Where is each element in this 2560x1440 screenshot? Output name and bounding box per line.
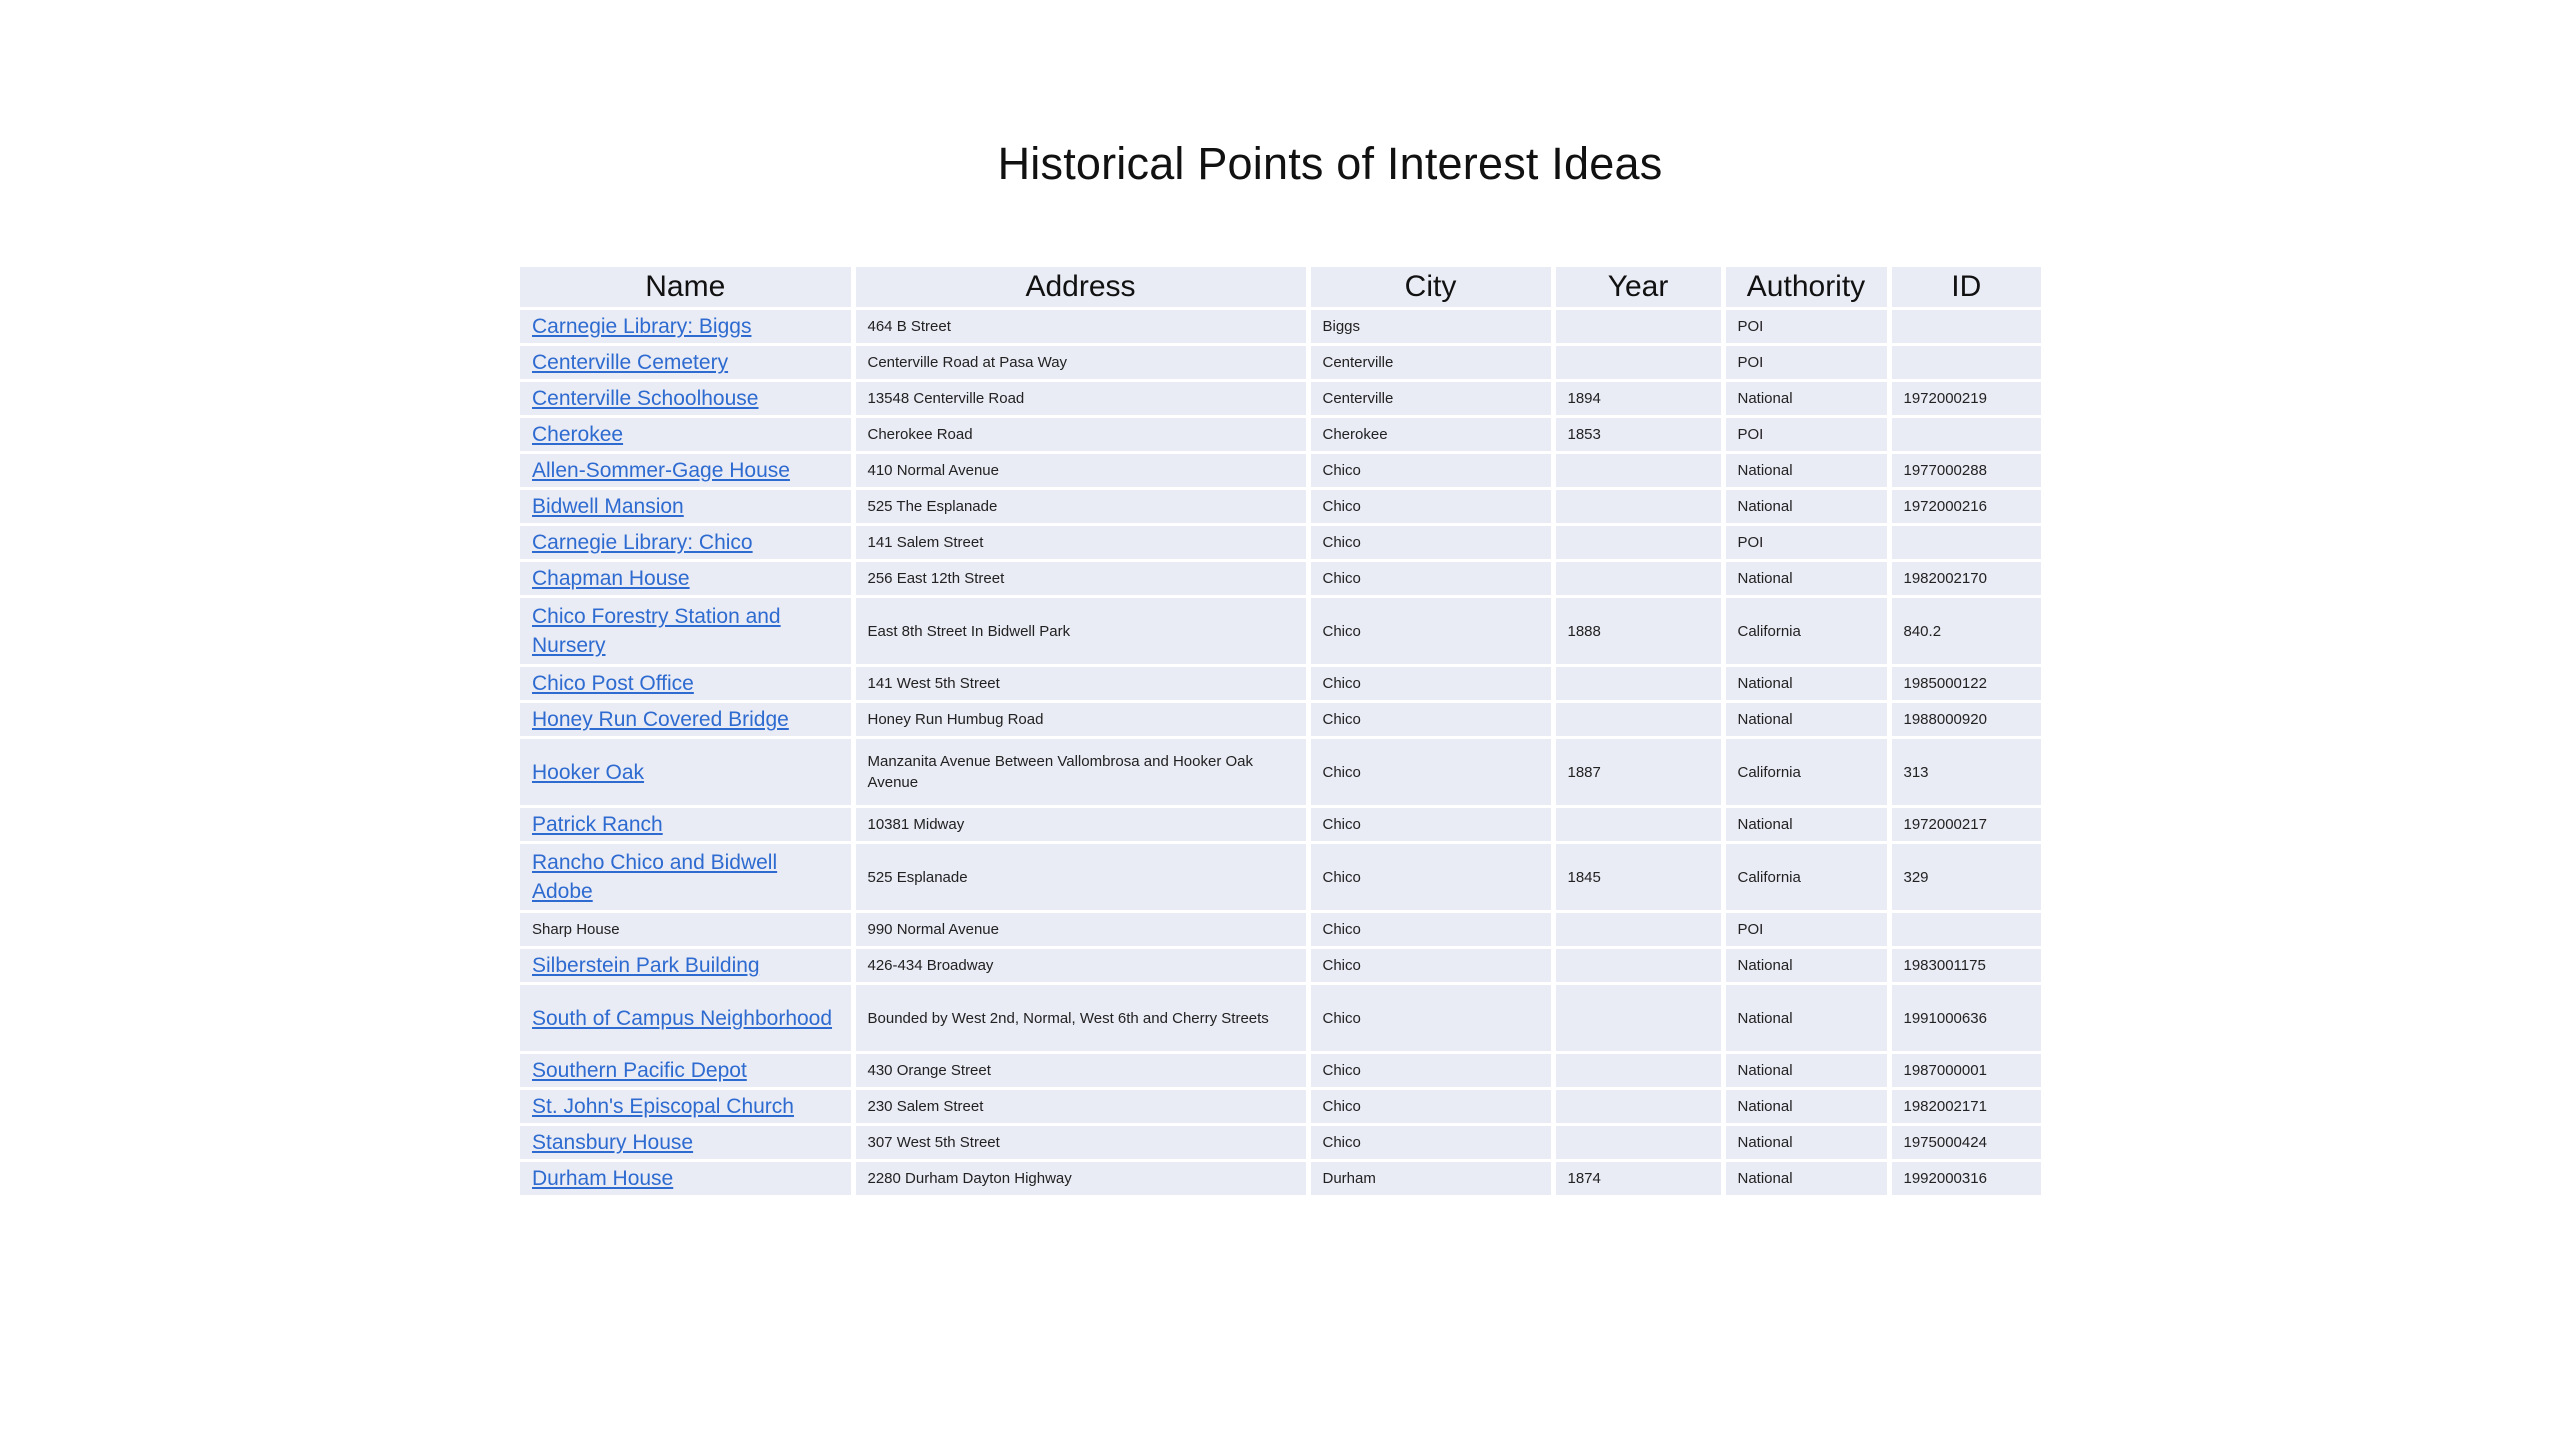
cell-year (1553, 1089, 1723, 1125)
cell-name (520, 912, 853, 948)
cell-address: 525 Esplanade (853, 843, 1308, 912)
poi-name-link[interactable]: Chapman House (532, 567, 690, 590)
cell-name (520, 309, 853, 345)
table-row (520, 309, 2041, 345)
poi-name-link[interactable]: Centerville Schoolhouse (532, 387, 759, 410)
cell-address: 10381 Midway (853, 807, 1308, 843)
header-address: Address (853, 267, 1308, 309)
table-row (520, 345, 2041, 381)
poi-name-link[interactable]: Cherokee (532, 423, 624, 446)
table-row (520, 666, 2041, 702)
poi-name-link[interactable]: Stansbury House (532, 1131, 694, 1154)
cell-city: Chico (1308, 912, 1553, 948)
cell-name (520, 843, 853, 912)
table-row (520, 1089, 2041, 1125)
cell-address: 464 B Street (853, 309, 1308, 345)
cell-address: Bounded by West 2nd, Normal, West 6th and Cherry Streets (853, 984, 1308, 1053)
cell-city: Biggs (1308, 309, 1553, 345)
cell-authority: National (1723, 453, 1889, 489)
cell-year (1553, 309, 1723, 345)
table-row (520, 417, 2041, 453)
cell-id (1889, 345, 2041, 381)
table-body (520, 309, 2041, 1197)
cell-id: 1972000216 (1889, 489, 2041, 525)
cell-city: Chico (1308, 984, 1553, 1053)
header-row (520, 267, 2041, 309)
cell-year (1553, 345, 1723, 381)
cell-authority: California (1723, 843, 1889, 912)
cell-authority: National (1723, 489, 1889, 525)
cell-name (520, 948, 853, 984)
cell-id: 1992000316 (1889, 1161, 2041, 1197)
cell-city: Chico (1308, 1089, 1553, 1125)
cell-name (520, 666, 853, 702)
table-row (520, 1053, 2041, 1089)
cell-city: Chico (1308, 1125, 1553, 1161)
cell-authority: National (1723, 984, 1889, 1053)
cell-address: 13548 Centerville Road (853, 381, 1308, 417)
cell-id (1889, 525, 2041, 561)
table-row (520, 489, 2041, 525)
table-row (520, 1161, 2041, 1197)
cell-year (1553, 489, 1723, 525)
cell-address: 426-434 Broadway (853, 948, 1308, 984)
cell-year (1553, 561, 1723, 597)
cell-id: 1977000288 (1889, 453, 2041, 489)
table-header (520, 267, 2041, 309)
cell-year: 1888 (1553, 597, 1723, 666)
cell-year: 1894 (1553, 381, 1723, 417)
poi-name-text: Sharp House (532, 921, 620, 938)
cell-authority: National (1723, 666, 1889, 702)
cell-authority: National (1723, 948, 1889, 984)
cell-year (1553, 912, 1723, 948)
table-row (520, 525, 2041, 561)
cell-authority: National (1723, 1161, 1889, 1197)
poi-name-link[interactable]: Carnegie Library: Chico (532, 531, 753, 554)
cell-year: 1887 (1553, 738, 1723, 807)
cell-city: Durham (1308, 1161, 1553, 1197)
cell-city: Chico (1308, 453, 1553, 489)
table-row (520, 453, 2041, 489)
cell-name (520, 738, 853, 807)
poi-name-link[interactable]: Centerville Cemetery (532, 351, 729, 374)
cell-id: 1983001175 (1889, 948, 2041, 984)
cell-address: Centerville Road at Pasa Way (853, 345, 1308, 381)
table-row (520, 597, 2041, 666)
cell-city: Centerville (1308, 381, 1553, 417)
poi-name-link[interactable]: St. John's Episcopal Church (532, 1095, 794, 1118)
cell-city: Chico (1308, 807, 1553, 843)
poi-name-link[interactable]: South of Campus Neighborhood (532, 1006, 833, 1030)
poi-name-link[interactable]: Chico Forestry Station and Nursery (532, 605, 781, 657)
cell-name (520, 1089, 853, 1125)
cell-city: Chico (1308, 702, 1553, 738)
cell-id: 329 (1889, 843, 2041, 912)
cell-authority: National (1723, 561, 1889, 597)
cell-authority: National (1723, 807, 1889, 843)
poi-name-link[interactable]: Chico Post Office (532, 672, 694, 695)
header-id: ID (1889, 267, 2041, 309)
cell-id: 1975000424 (1889, 1125, 2041, 1161)
cell-id: 1972000219 (1889, 381, 2041, 417)
cell-name (520, 984, 853, 1053)
poi-name-link[interactable]: Honey Run Covered Bridge (532, 708, 789, 731)
cell-authority: National (1723, 1053, 1889, 1089)
cell-id: 1988000920 (1889, 702, 2041, 738)
cell-address: Honey Run Humbug Road (853, 702, 1308, 738)
cell-name (520, 597, 853, 666)
cell-city: Chico (1308, 666, 1553, 702)
cell-id: 1987000001 (1889, 1053, 2041, 1089)
cell-authority: POI (1723, 912, 1889, 948)
cell-authority: California (1723, 738, 1889, 807)
cell-address: 990 Normal Avenue (853, 912, 1308, 948)
cell-id: 840.2 (1889, 597, 2041, 666)
cell-year (1553, 1053, 1723, 1089)
cell-name (520, 807, 853, 843)
table-row (520, 702, 2041, 738)
header-authority: Authority (1723, 267, 1889, 309)
table-row (520, 984, 2041, 1053)
cell-authority: POI (1723, 417, 1889, 453)
cell-authority: National (1723, 1089, 1889, 1125)
cell-id (1889, 417, 2041, 453)
table-row (520, 948, 2041, 984)
cell-name (520, 702, 853, 738)
cell-name (520, 1125, 853, 1161)
cell-name (520, 417, 853, 453)
cell-id: 1982002170 (1889, 561, 2041, 597)
cell-address: 2280 Durham Dayton Highway (853, 1161, 1308, 1197)
slide-title: Historical Points of Interest Ideas (997, 138, 1663, 189)
cell-address: Cherokee Road (853, 417, 1308, 453)
table-row (520, 381, 2041, 417)
cell-authority: National (1723, 381, 1889, 417)
cell-address: 307 West 5th Street (853, 1125, 1308, 1161)
cell-id: 1985000122 (1889, 666, 2041, 702)
poi-name-link[interactable]: Durham House (532, 1167, 674, 1190)
cell-authority: POI (1723, 525, 1889, 561)
cell-authority: POI (1723, 309, 1889, 345)
cell-year: 1845 (1553, 843, 1723, 912)
cell-name (520, 489, 853, 525)
cell-address: 430 Orange Street (853, 1053, 1308, 1089)
cell-city: Chico (1308, 843, 1553, 912)
poi-name-link[interactable]: Rancho Chico and Bidwell Adobe (532, 851, 778, 903)
cell-id: 1972000217 (1889, 807, 2041, 843)
cell-authority: California (1723, 597, 1889, 666)
cell-name (520, 345, 853, 381)
poi-name-link[interactable]: Silberstein Park Building (532, 954, 760, 977)
poi-name-link[interactable]: Patrick Ranch (532, 813, 663, 836)
cell-id: 1991000636 (1889, 984, 2041, 1053)
cell-year: 1853 (1553, 417, 1723, 453)
cell-year (1553, 702, 1723, 738)
cell-city: Centerville (1308, 345, 1553, 381)
cell-address: 410 Normal Avenue (853, 453, 1308, 489)
cell-city: Chico (1308, 561, 1553, 597)
cell-city: Chico (1308, 738, 1553, 807)
points-of-interest-table (520, 267, 2041, 1198)
table-row (520, 561, 2041, 597)
cell-name (520, 453, 853, 489)
cell-address: 230 Salem Street (853, 1089, 1308, 1125)
cell-authority: POI (1723, 345, 1889, 381)
cell-id: 313 (1889, 738, 2041, 807)
cell-city: Chico (1308, 489, 1553, 525)
cell-year (1553, 666, 1723, 702)
cell-year (1553, 807, 1723, 843)
poi-name-link[interactable]: Bidwell Mansion (532, 495, 684, 518)
cell-city: Chico (1308, 948, 1553, 984)
table-row (520, 738, 2041, 807)
cell-id (1889, 912, 2041, 948)
cell-name (520, 561, 853, 597)
cell-year (1553, 453, 1723, 489)
header-name: Name (520, 267, 853, 309)
cell-address: 141 West 5th Street (853, 666, 1308, 702)
cell-city: Chico (1308, 597, 1553, 666)
cell-city: Cherokee (1308, 417, 1553, 453)
table-row (520, 843, 2041, 912)
cell-year (1553, 948, 1723, 984)
cell-authority: National (1723, 1125, 1889, 1161)
cell-id (1889, 309, 2041, 345)
cell-address: 141 Salem Street (853, 525, 1308, 561)
poi-name-link[interactable]: Carnegie Library: Biggs (532, 315, 752, 338)
cell-year: 1874 (1553, 1161, 1723, 1197)
cell-year (1553, 525, 1723, 561)
header-city: City (1308, 267, 1553, 309)
cell-address: Manzanita Avenue Between Vallombrosa and Hooker Oak Avenue (853, 738, 1308, 807)
cell-year (1553, 984, 1723, 1053)
table-row (520, 1125, 2041, 1161)
cell-id: 1982002171 (1889, 1089, 2041, 1125)
table-row (520, 807, 2041, 843)
table-row (520, 912, 2041, 948)
poi-name-link[interactable]: Hooker Oak (532, 760, 645, 784)
cell-address: 256 East 12th Street (853, 561, 1308, 597)
cell-authority: National (1723, 702, 1889, 738)
cell-year (1553, 1125, 1723, 1161)
cell-name (520, 1053, 853, 1089)
cell-address: East 8th Street In Bidwell Park (853, 597, 1308, 666)
cell-name (520, 381, 853, 417)
cell-city: Chico (1308, 1053, 1553, 1089)
poi-name-link[interactable]: Southern Pacific Depot (532, 1059, 747, 1082)
cell-name (520, 525, 853, 561)
cell-city: Chico (1308, 525, 1553, 561)
cell-name (520, 1161, 853, 1197)
header-year: Year (1553, 267, 1723, 309)
cell-address: 525 The Esplanade (853, 489, 1308, 525)
poi-name-link[interactable]: Allen-Sommer-Gage House (532, 459, 790, 482)
